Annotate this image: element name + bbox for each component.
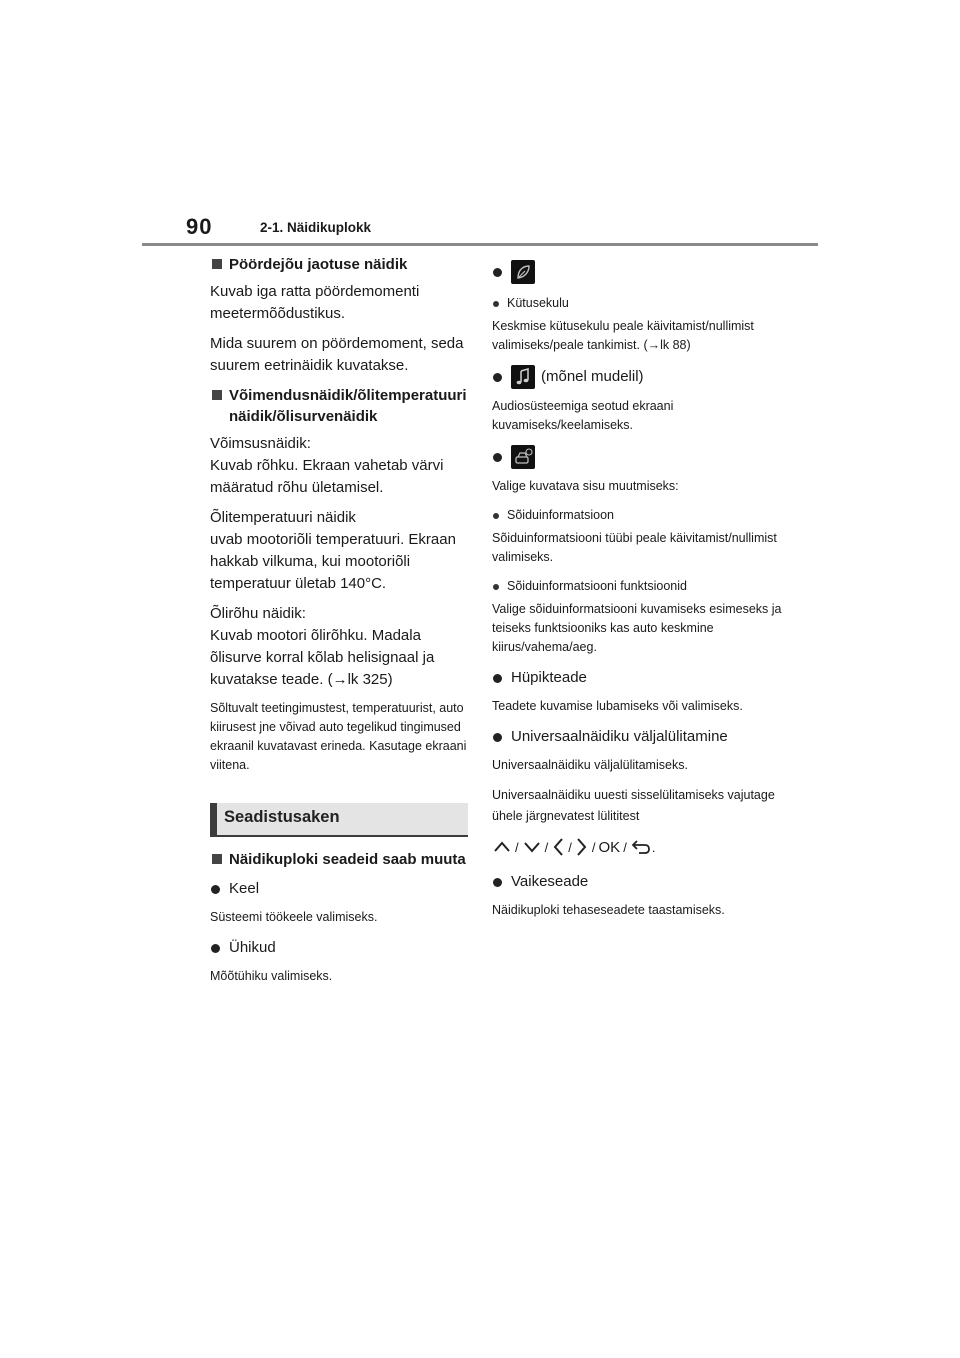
- audio-item: (mõnel mudelil): [492, 365, 782, 389]
- keel-item: Keel: [210, 878, 468, 900]
- torque-paragraph-1: Kuvab iga ratta pöördemomenti meetermõõdustikus.: [210, 283, 420, 322]
- square-bullet-icon: [212, 854, 222, 864]
- settings-section-title: Seadistusaken: [224, 808, 340, 826]
- yhikud-item: Ühikud: [210, 937, 468, 959]
- section-label: 2-1. Näidikuplokk: [260, 220, 372, 235]
- eco-item: [492, 260, 782, 284]
- keel-description: Süsteemi töökeele valimiseks.: [210, 910, 378, 924]
- square-bullet-icon: [212, 259, 222, 269]
- round-bullet-icon: [493, 268, 502, 277]
- popup-item: Hüpikteade: [492, 667, 782, 689]
- round-bullet-icon: [211, 885, 220, 894]
- round-bullet-icon: [493, 453, 502, 462]
- boost-paragraph-2: Õlitemperatuuri näidik uvab mootoriõli temperatuuri. Ekraan hakkab vilkuma, kui mootoriõli temperatuur ületab 140°C.: [210, 509, 456, 592]
- default-description: Näidikuploki tehaseseadete taastamiseks.: [492, 903, 725, 917]
- vehicle-info-icon: [511, 445, 535, 469]
- round-bullet-icon: [493, 674, 502, 683]
- universal-item: Universaalnäidiku väljalülitamine: [492, 726, 782, 748]
- fuel-description: Keskmise kütusekulu peale käivitamist/nullimist valimiseks/peale tankimist. (→lk 88): [492, 319, 754, 352]
- drive-info-bullet: Sõiduinformatsioon: [492, 506, 782, 525]
- back-arrow-icon: [630, 838, 652, 856]
- chevron-down-icon: [522, 839, 542, 855]
- fuel-bullet: Kütusekulu: [492, 294, 782, 313]
- music-note-icon: [511, 365, 535, 389]
- drive-func-description: Valige sõiduinformatsiooni kuvamiseks esimeseks ja teiseks funktsiooniks kas auto keskmine kiirus/vahema/aeg.: [492, 602, 782, 654]
- universal-description-2: Universaalnäidiku uuesti sisselülitamiseks vajutage ühele järgnevatest lülititest: [492, 788, 775, 823]
- small-bullet-icon: [493, 584, 499, 590]
- popup-description: Teadete kuvamise lubamiseks või valimiseks.: [492, 699, 743, 713]
- switch-icons-row: / / / / OK / .: [492, 837, 782, 857]
- audio-description: Audiosüsteemiga seotud ekraani kuvamiseks/keelamiseks.: [492, 399, 674, 432]
- left-column: [210, 254, 468, 996]
- drive-func-bullet: Sõiduinformatsiooni funktsioonid: [492, 577, 782, 596]
- boost-heading: Võimendusnäidik/õlitemperatuurinäidik/õlisurvenäidik: [210, 385, 468, 427]
- drive-info-description: Sõiduinformatsiooni tüübi peale käivitamist/nullimist valimiseks.: [492, 531, 777, 564]
- note-paragraph: Sõltuvalt teetingimustest, temperatuurist, auto kiirusest jne võivad auto tegelikud tingimused ekraanil kuvatavast erineda. Kasutage ekraani viitena.: [210, 701, 467, 772]
- round-bullet-icon: [493, 878, 502, 887]
- yhikud-description: Mõõtühiku valimiseks.: [210, 969, 333, 983]
- chevron-right-icon: [575, 837, 589, 857]
- torque-paragraph-2: Mida suurem on pöördemoment, seda suurem eetrinäidik kuvatakse.: [210, 335, 464, 374]
- ok-icon: OK: [598, 838, 621, 856]
- display-description: Valige kuvatava sisu muutmiseks:: [492, 479, 679, 493]
- boost-paragraph-3: Õlirõhu näidik: Kuvab mootori õlirõhku. Madala õlisurve korral kõlab helisignaal ja kuvatakse teade. (→lk 325): [210, 605, 435, 688]
- small-bullet-icon: [493, 301, 499, 307]
- header-rule: [142, 243, 818, 246]
- page-number: 90: [186, 214, 213, 239]
- round-bullet-icon: [493, 733, 502, 742]
- square-bullet-icon: [212, 390, 222, 400]
- vehicle-info-item: [492, 445, 782, 469]
- round-bullet-icon: [493, 373, 502, 382]
- chevron-left-icon: [551, 837, 565, 857]
- torque-heading: Pöördejõu jaotuse näidik: [210, 254, 468, 275]
- right-column: [492, 254, 782, 930]
- default-item: Vaikeseade: [492, 871, 782, 893]
- universal-description: Universaalnäidiku väljalülitamiseks.: [492, 758, 688, 772]
- settings-section-bar: [210, 803, 468, 835]
- settings-heading: Näidikuploki seadeid saab muuta: [210, 849, 468, 870]
- small-bullet-icon: [493, 513, 499, 519]
- chevron-up-icon: [492, 839, 512, 855]
- round-bullet-icon: [211, 944, 220, 953]
- boost-paragraph-1: Võimsusnäidik: Kuvab rõhku. Ekraan vahetab värvi määratud rõhu ületamisel.: [210, 435, 444, 496]
- leaf-icon: [511, 260, 535, 284]
